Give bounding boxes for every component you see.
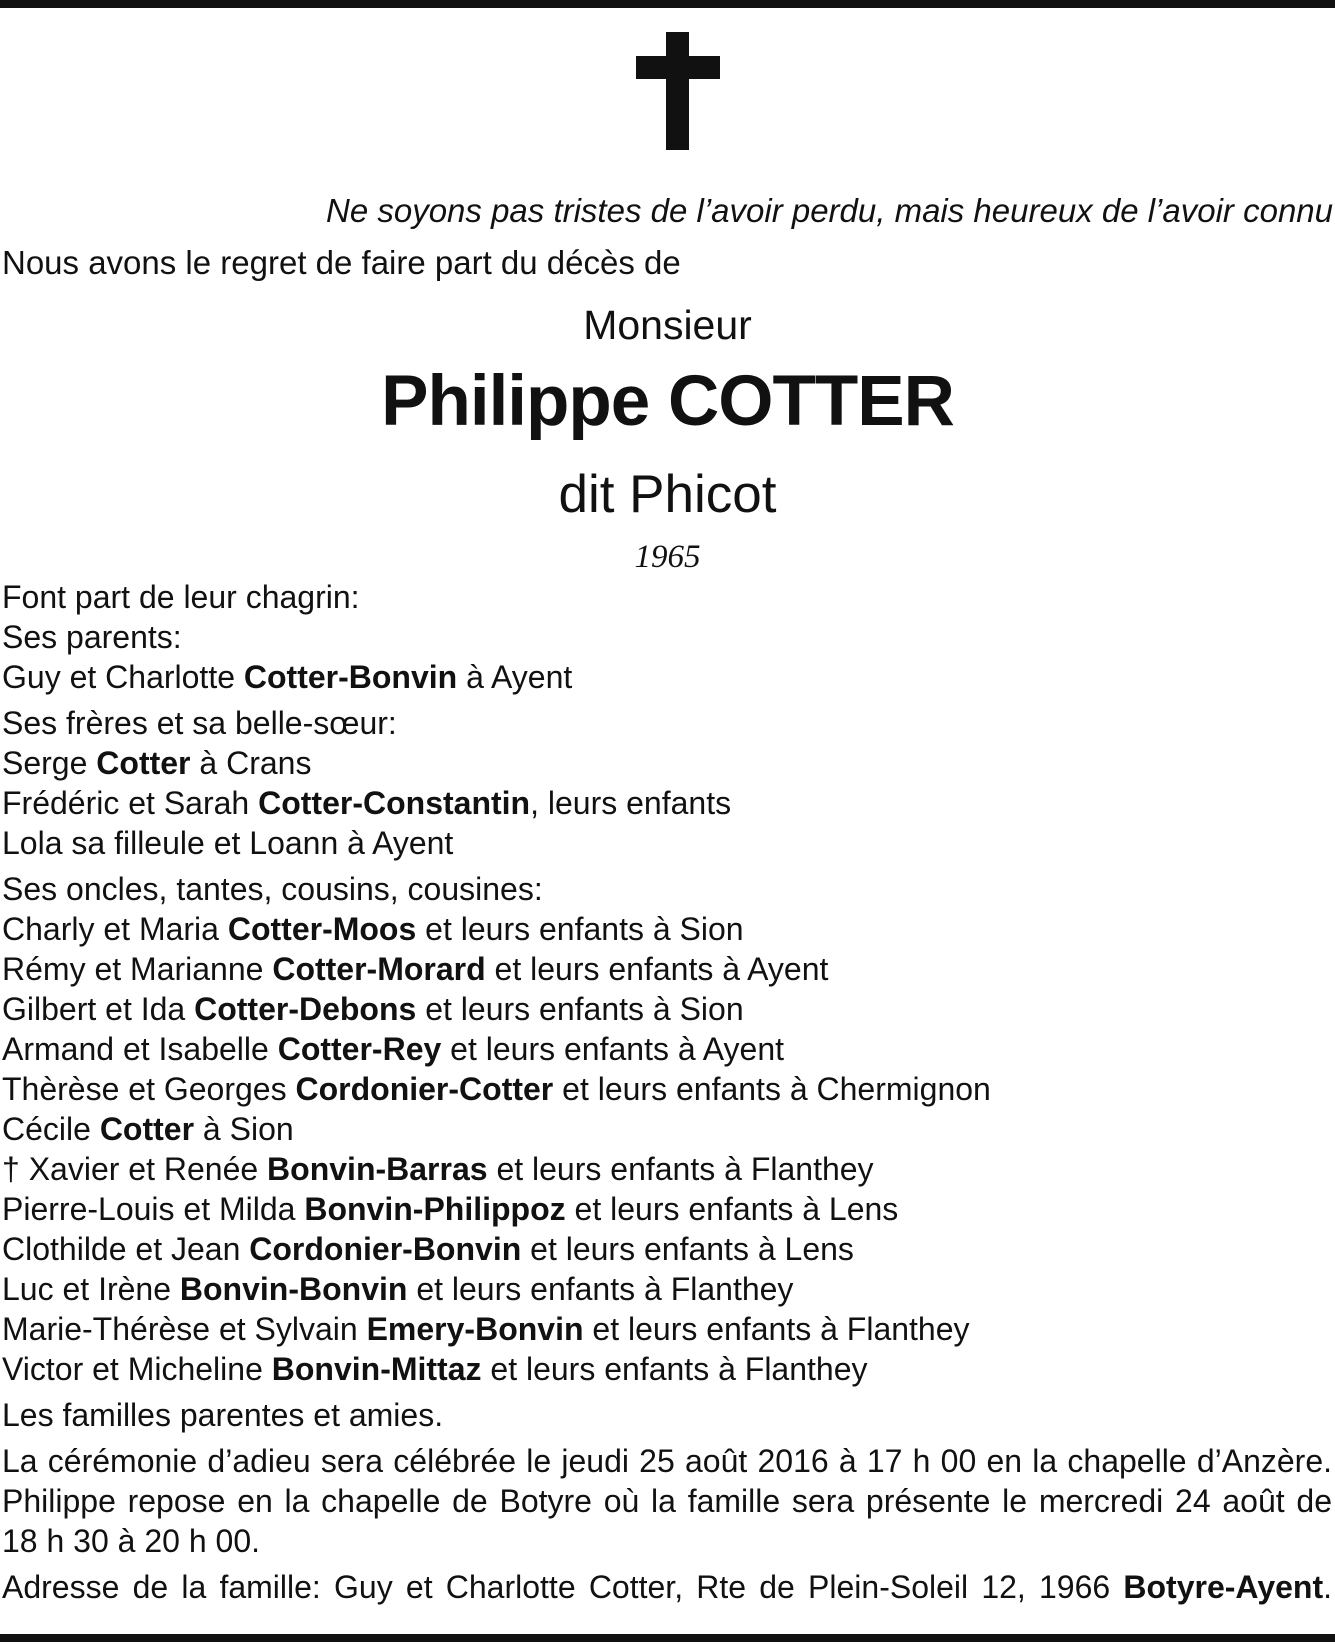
grief-heading: Font part de leur chagrin: [2,579,360,615]
family-line: Thèrèse et Georges Cordonier-Cotter et leurs enfants à Chermignon [2,1071,991,1107]
family-line: Armand et Isabelle Cotter-Rey et leurs enfants à Ayent [2,1031,785,1067]
address-line: Adresse de la famille: Guy et Charlotte Cotter, Rte de Plein-Soleil 12, 1966 Botyre-Ayent. [2,1569,1332,1605]
birth-year: 1965 [634,539,701,575]
family-line: Lola sa filleule et Loann à Ayent [2,825,454,861]
intro-text: Nous avons le regret de faire part du décès de [2,244,681,281]
families-line: Les familles parentes et amies. [2,1397,444,1433]
family-line: Pierre-Louis et Milda Bonvin-Philippoz et leurs enfants à Lens [2,1191,899,1227]
family-line: Charly et Maria Cotter-Moos et leurs enfants à Sion [2,911,744,947]
family-line: Marie-Thérèse et Sylvain Emery-Bonvin et leurs enfants à Flanthey [2,1311,970,1347]
nickname: dit Phicot [558,465,777,524]
family-line: Clothilde et Jean Cordonier-Bonvin et leurs enfants à Lens [2,1231,854,1267]
bottom-rule [0,1634,1335,1642]
family-line: Frédéric et Sarah Cotter-Constantin, leurs enfants [2,785,732,821]
obituary-body [2,577,1332,1607]
family-line: † Xavier et Renée Bonvin-Barras et leurs enfants à Flanthey [2,1151,874,1187]
family-line: Rémy et Marianne Cotter-Morard et leurs enfants à Ayent [2,951,829,987]
cross-icon [636,32,720,150]
family-line: Gilbert et Ida Cotter-Debons et leurs enfants à Sion [2,991,744,1027]
repose-line: Philippe repose en la chapelle de Botyre où la famille sera présente le mercredi 24 août de [2,1483,1332,1519]
family-line: Guy et Charlotte Cotter-Bonvin à Ayent [2,659,573,695]
family-line: Luc et Irène Bonvin-Bonvin et leurs enfants à Flanthey [2,1271,794,1307]
family-line: Serge Cotter à Crans [2,745,312,781]
deceased-name: Philippe COTTER [381,362,954,441]
siblings-heading: Ses frères et sa belle-sœur: [2,705,397,741]
top-rule [0,0,1335,8]
ceremony-line: La cérémonie d’adieu sera célébrée le jeudi 25 août 2016 à 17 h 00 en la chapelle d’Anzère. [2,1443,1332,1479]
honorific: Monsieur [583,302,752,348]
repose-time: 18 h 30 à 20 h 00. [2,1523,260,1559]
relatives-heading: Ses oncles, tantes, cousins, cousines: [2,871,543,907]
family-line: Cécile Cotter à Sion [2,1111,294,1147]
family-line: Victor et Micheline Bonvin-Mittaz et leurs enfants à Flanthey [2,1351,868,1387]
parents-heading: Ses parents: [2,619,182,655]
epigraph: Ne soyons pas tristes de l’avoir perdu, mais heureux de l’avoir connu [325,192,1333,229]
